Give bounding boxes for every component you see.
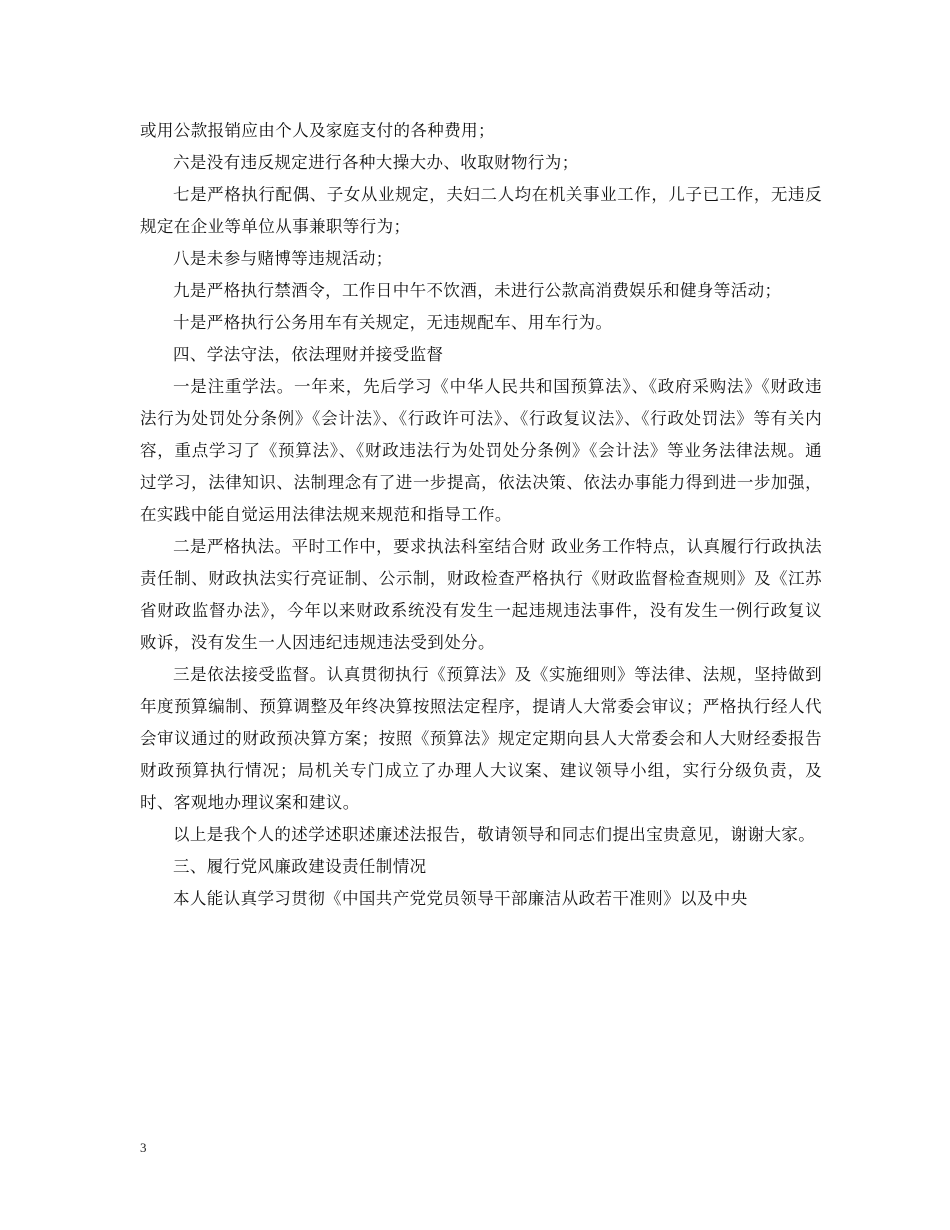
paragraph-continued-expenses: 或用公款报销应由个人及家庭支付的各种费用；	[140, 121, 495, 140]
paragraph-closing-remarks: 以上是我个人的述学述职述廉述法报告，敬请领导和同志们提出宝贵意见，谢谢大家。	[173, 825, 816, 844]
paragraph-item-six: 六是没有违反规定进行各种大操大办、收取财物行为；	[173, 153, 579, 172]
document-body	[140, 115, 822, 915]
paragraph-item-nine: 九是严格执行禁酒令，工作日中午不饮酒，未进行公款高消费娱乐和健身等活动；	[173, 281, 782, 300]
section-heading-three: 三、履行党风廉政建设责任制情况	[173, 857, 427, 876]
paragraph-study-law: 一是注重学法。一年来，先后学习《中华人民共和国预算法》、《政府采购法》《财政违法行为处罚处分条例》《会计法》、《行政许可法》、《行政复议法》、《行政处罚法》等有关内容，重点学习了《预算法》、《财政违法行为处罚处分条例》《会计法》等业务法律法规。通过学习，法律知识、法制理念有了进一步提高，依法决策、依法办事能力得到进一步加强，在实践中能自觉运用法律法规来规范和指导工作。	[140, 377, 822, 524]
page-number: 3	[140, 1140, 147, 1155]
paragraph-accept-supervision: 三是依法接受监督。认真贯彻执行《预算法》及《实施细则》等法律、法规，坚持做到年度预算编制、预算调整及年终决算按照法定程序，提请人大常委会审议；严格执行经人代会审议通过的财政预决算方案；按照《预算法》规定定期向县人大常委会和人大财经委报告财政预算执行情况；局机关专门成立了办理人大议案、建议领导小组，实行分级负责，及时、客观地办理议案和建议。	[140, 665, 822, 812]
paragraph-strict-enforcement: 二是严格执法。平时工作中，要求执法科室结合财 政业务工作特点，认真履行行政执法责任制、财政执法实行亮证制、公示制，财政检查严格执行《财政监督检查规则》及《江苏省财政监督办法》，今年以来财政系统没有发生一起违规违法事件，没有发生一例行政复议败诉，没有发生一人因违纪违规违法受到处分。	[140, 537, 822, 652]
paragraph-item-seven: 七是严格执行配偶、子女从业规定，夫妇二人均在机关事业工作，儿子已工作，无违反规定在企业等单位从事兼职等行为；	[140, 185, 822, 236]
paragraph-item-ten: 十是严格执行公务用车有关规定，无违规配车、用车行为。	[173, 313, 613, 332]
paragraph-study-guidelines: 本人能认真学习贯彻《中国共产党党员领导干部廉洁从政若干准则》以及中央	[173, 889, 748, 908]
section-heading-four: 四、学法守法，依法理财并接受监督	[173, 345, 444, 364]
paragraph-item-eight: 八是未参与赌博等违规活动；	[173, 249, 393, 268]
